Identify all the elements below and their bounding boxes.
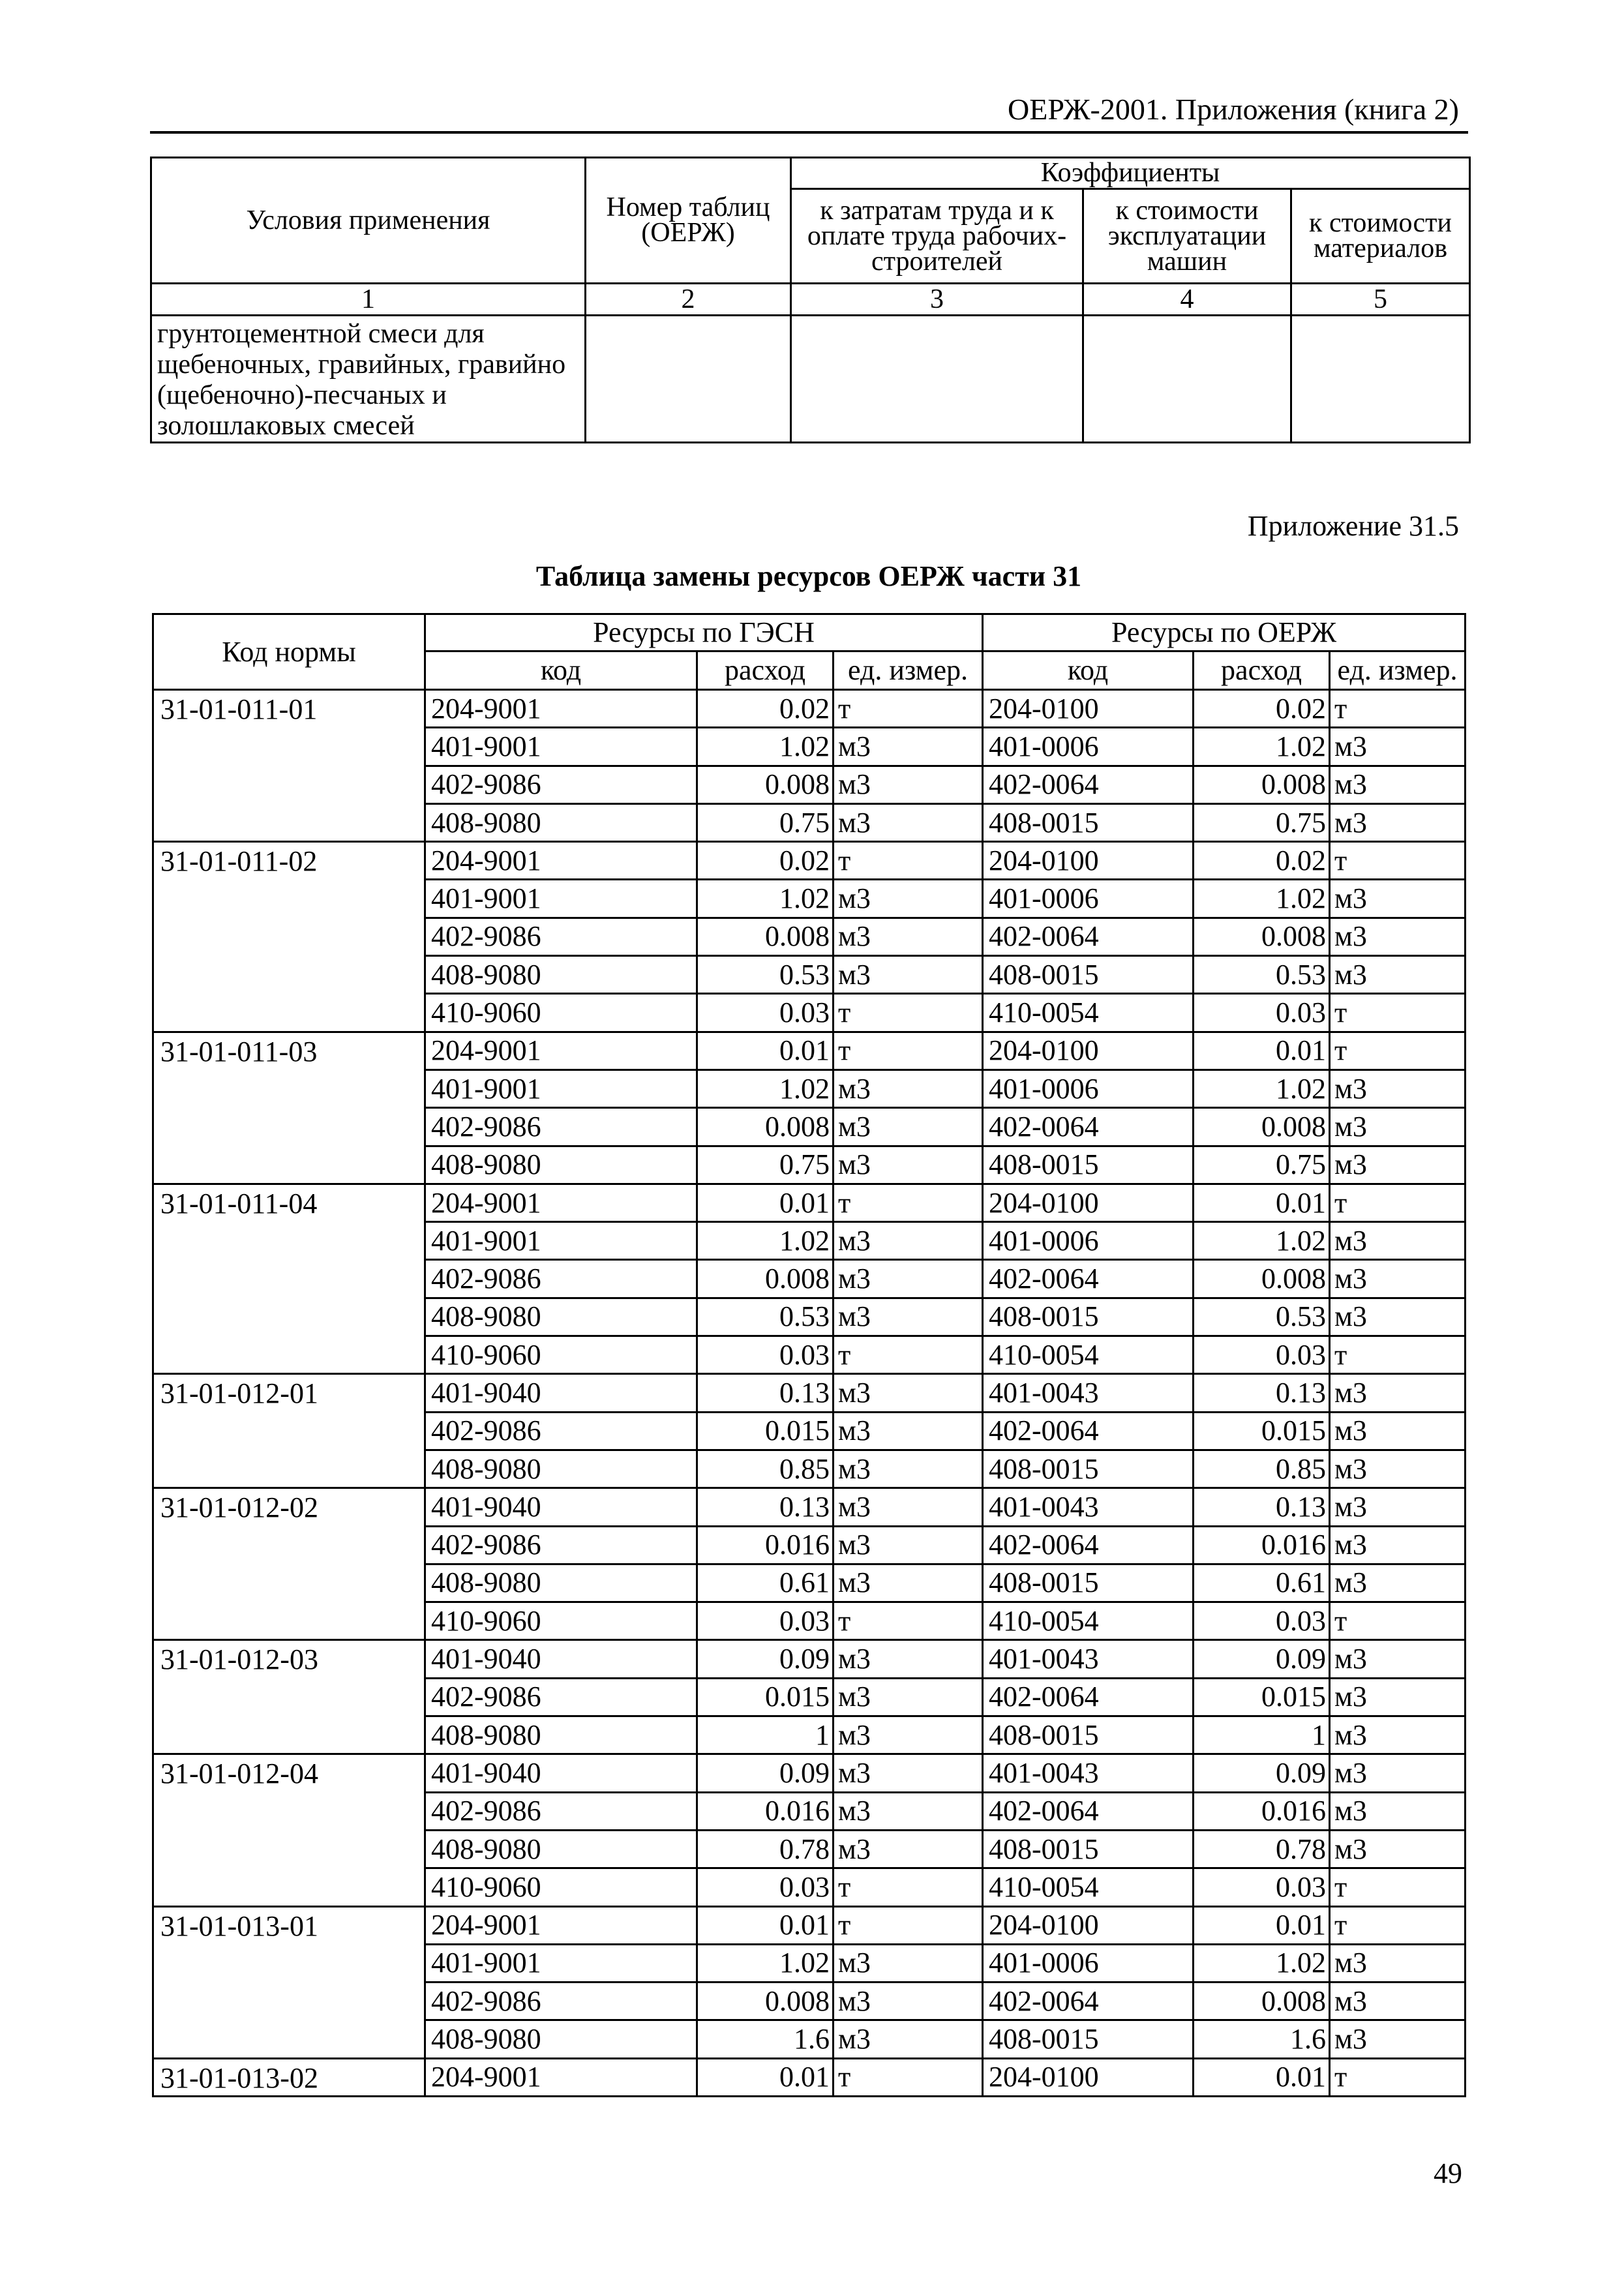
norm-code-cell: 31-01-011-02 bbox=[153, 842, 425, 1032]
oerzh-code-cell: 408-0015 bbox=[983, 1564, 1194, 1602]
gesn-unit-cell: м3 bbox=[834, 728, 983, 766]
gesn-code-cell: 410-9060 bbox=[425, 1868, 697, 1906]
oerzh-code-cell: 402-0064 bbox=[983, 766, 1194, 803]
gesn-qty-cell: 0.53 bbox=[697, 956, 834, 994]
gesn-qty-cell: 0.015 bbox=[697, 1678, 834, 1716]
gesn-code-cell: 408-9080 bbox=[425, 803, 697, 841]
header-gesn-qty: расход bbox=[697, 651, 834, 690]
gesn-unit-cell: т bbox=[834, 1032, 983, 1070]
gesn-unit-cell: м3 bbox=[834, 918, 983, 955]
gesn-qty-cell: 0.85 bbox=[697, 1450, 834, 1488]
gesn-unit-cell: м3 bbox=[834, 1374, 983, 1412]
gesn-code-cell: 402-9086 bbox=[425, 918, 697, 955]
oerzh-unit-cell: м3 bbox=[1330, 2020, 1466, 2058]
oerzh-qty-cell: 0.01 bbox=[1194, 1184, 1330, 1221]
oerzh-unit-cell: м3 bbox=[1330, 1222, 1466, 1260]
machines-coefficient-cell bbox=[1083, 316, 1291, 443]
resource-replacement-table bbox=[152, 613, 1466, 2097]
oerzh-qty-cell: 0.02 bbox=[1194, 690, 1330, 728]
oerzh-unit-cell: м3 bbox=[1330, 1982, 1466, 2020]
oerzh-code-cell: 401-0043 bbox=[983, 1488, 1194, 1526]
oerzh-code-cell: 410-0054 bbox=[983, 994, 1194, 1032]
gesn-code-cell: 204-9001 bbox=[425, 1906, 697, 1944]
gesn-unit-cell: т bbox=[834, 1868, 983, 1906]
table-row bbox=[153, 1184, 1466, 1221]
oerzh-qty-cell: 0.09 bbox=[1194, 1640, 1330, 1678]
oerzh-code-cell: 408-0015 bbox=[983, 1716, 1194, 1754]
table-row bbox=[153, 2058, 1466, 2096]
oerzh-unit-cell: м3 bbox=[1330, 1640, 1466, 1678]
column-number: 1 bbox=[151, 284, 586, 316]
gesn-qty-cell: 0.75 bbox=[697, 1146, 834, 1184]
gesn-qty-cell: 0.13 bbox=[697, 1374, 834, 1412]
oerzh-qty-cell: 0.13 bbox=[1194, 1488, 1330, 1526]
header-conditions: Условия применения bbox=[151, 158, 586, 284]
gesn-qty-cell: 1.02 bbox=[697, 728, 834, 766]
gesn-unit-cell: м3 bbox=[834, 1108, 983, 1146]
norm-code-cell: 31-01-012-01 bbox=[153, 1374, 425, 1488]
oerzh-code-cell: 401-0006 bbox=[983, 728, 1194, 766]
oerzh-code-cell: 402-0064 bbox=[983, 1526, 1194, 1564]
gesn-code-cell: 408-9080 bbox=[425, 1564, 697, 1602]
oerzh-qty-cell: 0.09 bbox=[1194, 1754, 1330, 1792]
gesn-unit-cell: м3 bbox=[834, 2020, 983, 2058]
oerzh-code-cell: 402-0064 bbox=[983, 1982, 1194, 2020]
gesn-qty-cell: 0.01 bbox=[697, 1032, 834, 1070]
oerzh-qty-cell: 0.016 bbox=[1194, 1792, 1330, 1830]
oerzh-unit-cell: т bbox=[1330, 2058, 1466, 2096]
header-gesn-unit: ед. измер. bbox=[834, 651, 983, 690]
oerzh-unit-cell: м3 bbox=[1330, 918, 1466, 955]
column-number: 3 bbox=[791, 284, 1083, 316]
oerzh-qty-cell: 0.61 bbox=[1194, 1564, 1330, 1602]
gesn-qty-cell: 0.61 bbox=[697, 1564, 834, 1602]
gesn-code-cell: 401-9001 bbox=[425, 1070, 697, 1107]
oerzh-code-cell: 401-0006 bbox=[983, 1222, 1194, 1260]
oerzh-unit-cell: м3 bbox=[1330, 1792, 1466, 1830]
oerzh-qty-cell: 0.03 bbox=[1194, 1602, 1330, 1640]
oerzh-unit-cell: м3 bbox=[1330, 1450, 1466, 1488]
oerzh-qty-cell: 0.02 bbox=[1194, 842, 1330, 880]
conditions-cell: грунтоцементной смеси для щебеночных, гравийных, гравийно (щебеночно)-песчаных и золошлаковых смесей bbox=[151, 316, 586, 443]
gesn-code-cell: 401-9001 bbox=[425, 1944, 697, 1982]
gesn-qty-cell: 1.02 bbox=[697, 1070, 834, 1107]
oerzh-code-cell: 204-0100 bbox=[983, 842, 1194, 880]
column-number: 2 bbox=[586, 284, 791, 316]
gesn-unit-cell: м3 bbox=[834, 1070, 983, 1107]
oerzh-unit-cell: м3 bbox=[1330, 1564, 1466, 1602]
gesn-qty-cell: 0.03 bbox=[697, 1868, 834, 1906]
appendix-label: Приложение 31.5 bbox=[1247, 510, 1459, 542]
gesn-code-cell: 402-9086 bbox=[425, 1108, 697, 1146]
gesn-qty-cell: 0.03 bbox=[697, 1602, 834, 1640]
gesn-qty-cell: 1.6 bbox=[697, 2020, 834, 2058]
gesn-qty-cell: 1.02 bbox=[697, 1944, 834, 1982]
oerzh-unit-cell: т bbox=[1330, 1868, 1466, 1906]
oerzh-qty-cell: 0.75 bbox=[1194, 1146, 1330, 1184]
oerzh-code-cell: 402-0064 bbox=[983, 1412, 1194, 1450]
norm-code-cell: 31-01-011-03 bbox=[153, 1032, 425, 1184]
oerzh-qty-cell: 1.02 bbox=[1194, 1944, 1330, 1982]
oerzh-unit-cell: м3 bbox=[1330, 1298, 1466, 1336]
oerzh-unit-cell: м3 bbox=[1330, 1260, 1466, 1298]
oerzh-qty-cell: 0.53 bbox=[1194, 956, 1330, 994]
column-number: 5 bbox=[1291, 284, 1470, 316]
gesn-qty-cell: 0.78 bbox=[697, 1830, 834, 1868]
gesn-code-cell: 402-9086 bbox=[425, 1792, 697, 1830]
gesn-unit-cell: м3 bbox=[834, 956, 983, 994]
gesn-code-cell: 402-9086 bbox=[425, 1260, 697, 1298]
gesn-unit-cell: м3 bbox=[834, 1222, 983, 1260]
norm-code-cell: 31-01-011-01 bbox=[153, 690, 425, 842]
oerzh-unit-cell: м3 bbox=[1330, 1716, 1466, 1754]
oerzh-qty-cell: 0.008 bbox=[1194, 1108, 1330, 1146]
header-rule bbox=[150, 131, 1468, 134]
oerzh-qty-cell: 0.008 bbox=[1194, 1982, 1330, 2020]
gesn-qty-cell: 1 bbox=[697, 1716, 834, 1754]
header-gesn-code: код bbox=[425, 651, 697, 690]
oerzh-unit-cell: м3 bbox=[1330, 1754, 1466, 1792]
oerzh-unit-cell: м3 bbox=[1330, 1830, 1466, 1868]
oerzh-unit-cell: т bbox=[1330, 690, 1466, 728]
table-row bbox=[153, 690, 1466, 728]
norm-code-cell: 31-01-013-01 bbox=[153, 1906, 425, 2058]
oerzh-qty-cell: 0.75 bbox=[1194, 803, 1330, 841]
gesn-qty-cell: 1.02 bbox=[697, 1222, 834, 1260]
oerzh-qty-cell: 0.008 bbox=[1194, 918, 1330, 955]
header-machines-coefficient: к стоимости эксплуатации машин bbox=[1083, 189, 1291, 284]
oerzh-code-cell: 401-0043 bbox=[983, 1640, 1194, 1678]
gesn-code-cell: 408-9080 bbox=[425, 1146, 697, 1184]
gesn-code-cell: 401-9001 bbox=[425, 880, 697, 918]
oerzh-qty-cell: 0.85 bbox=[1194, 1450, 1330, 1488]
gesn-qty-cell: 0.09 bbox=[697, 1754, 834, 1792]
norm-code-cell: 31-01-012-02 bbox=[153, 1488, 425, 1640]
gesn-code-cell: 401-9040 bbox=[425, 1640, 697, 1678]
oerzh-unit-cell: т bbox=[1330, 1184, 1466, 1221]
oerzh-qty-cell: 0.008 bbox=[1194, 1260, 1330, 1298]
gesn-unit-cell: м3 bbox=[834, 1488, 983, 1526]
oerzh-qty-cell: 1 bbox=[1194, 1716, 1330, 1754]
gesn-code-cell: 204-9001 bbox=[425, 1184, 697, 1221]
norm-code-cell: 31-01-011-04 bbox=[153, 1184, 425, 1373]
gesn-code-cell: 401-9001 bbox=[425, 1222, 697, 1260]
replacement-table-body bbox=[153, 690, 1466, 2097]
gesn-unit-cell: т bbox=[834, 690, 983, 728]
oerzh-qty-cell: 0.01 bbox=[1194, 2058, 1330, 2096]
gesn-qty-cell: 0.015 bbox=[697, 1412, 834, 1450]
oerzh-qty-cell: 1.6 bbox=[1194, 2020, 1330, 2058]
gesn-qty-cell: 0.008 bbox=[697, 918, 834, 955]
oerzh-code-cell: 408-0015 bbox=[983, 2020, 1194, 2058]
header-table-number: Номер таблиц (ОЕРЖ) bbox=[586, 158, 791, 284]
gesn-code-cell: 410-9060 bbox=[425, 1602, 697, 1640]
gesn-code-cell: 408-9080 bbox=[425, 1450, 697, 1488]
header-coefficients-group: Коэффициенты bbox=[791, 158, 1470, 189]
oerzh-unit-cell: т bbox=[1330, 842, 1466, 880]
oerzh-code-cell: 410-0054 bbox=[983, 1336, 1194, 1374]
gesn-code-cell: 410-9060 bbox=[425, 1336, 697, 1374]
gesn-unit-cell: м3 bbox=[834, 1754, 983, 1792]
oerzh-qty-cell: 0.53 bbox=[1194, 1298, 1330, 1336]
gesn-unit-cell: м3 bbox=[834, 766, 983, 803]
oerzh-unit-cell: м3 bbox=[1330, 1412, 1466, 1450]
table-row bbox=[153, 842, 1466, 880]
gesn-qty-cell: 1.02 bbox=[697, 880, 834, 918]
oerzh-unit-cell: т bbox=[1330, 1336, 1466, 1374]
gesn-code-cell: 402-9086 bbox=[425, 1982, 697, 2020]
gesn-unit-cell: м3 bbox=[834, 1450, 983, 1488]
oerzh-code-cell: 401-0006 bbox=[983, 1070, 1194, 1107]
oerzh-code-cell: 401-0043 bbox=[983, 1754, 1194, 1792]
gesn-code-cell: 204-9001 bbox=[425, 842, 697, 880]
gesn-unit-cell: м3 bbox=[834, 1260, 983, 1298]
oerzh-code-cell: 402-0064 bbox=[983, 1678, 1194, 1716]
table-row bbox=[151, 316, 1470, 443]
gesn-qty-cell: 0.016 bbox=[697, 1526, 834, 1564]
gesn-unit-cell: м3 bbox=[834, 1944, 983, 1982]
oerzh-code-cell: 402-0064 bbox=[983, 1108, 1194, 1146]
oerzh-unit-cell: м3 bbox=[1330, 1526, 1466, 1564]
header-labor-coefficient: к затратам труда и к оплате труда рабочих-строителей bbox=[791, 189, 1083, 284]
oerzh-unit-cell: м3 bbox=[1330, 1678, 1466, 1716]
coefficients-table bbox=[150, 157, 1471, 443]
header-oerzh-code: код bbox=[983, 651, 1194, 690]
gesn-qty-cell: 0.02 bbox=[697, 842, 834, 880]
oerzh-code-cell: 410-0054 bbox=[983, 1868, 1194, 1906]
oerzh-qty-cell: 0.008 bbox=[1194, 766, 1330, 803]
oerzh-unit-cell: т bbox=[1330, 1032, 1466, 1070]
table-row bbox=[153, 1032, 1466, 1070]
gesn-unit-cell: т bbox=[834, 1602, 983, 1640]
page-number: 49 bbox=[1434, 2157, 1462, 2189]
header-gesn-resources: Ресурсы по ГЭСН bbox=[425, 614, 983, 651]
gesn-unit-cell: т bbox=[834, 1336, 983, 1374]
gesn-code-cell: 408-9080 bbox=[425, 1298, 697, 1336]
gesn-code-cell: 408-9080 bbox=[425, 956, 697, 994]
oerzh-qty-cell: 1.02 bbox=[1194, 728, 1330, 766]
oerzh-code-cell: 401-0006 bbox=[983, 880, 1194, 918]
gesn-unit-cell: т bbox=[834, 1184, 983, 1221]
oerzh-code-cell: 408-0015 bbox=[983, 803, 1194, 841]
oerzh-unit-cell: м3 bbox=[1330, 1944, 1466, 1982]
oerzh-unit-cell: м3 bbox=[1330, 1108, 1466, 1146]
gesn-qty-cell: 0.01 bbox=[697, 1906, 834, 1944]
oerzh-code-cell: 402-0064 bbox=[983, 918, 1194, 955]
gesn-code-cell: 204-9001 bbox=[425, 2058, 697, 2096]
gesn-code-cell: 408-9080 bbox=[425, 1830, 697, 1868]
header-oerzh-unit: ед. измер. bbox=[1330, 651, 1466, 690]
oerzh-qty-cell: 0.03 bbox=[1194, 1868, 1330, 1906]
header-norm-code: Код нормы bbox=[153, 614, 425, 690]
gesn-unit-cell: м3 bbox=[834, 1640, 983, 1678]
oerzh-code-cell: 204-0100 bbox=[983, 1184, 1194, 1221]
gesn-qty-cell: 0.008 bbox=[697, 1108, 834, 1146]
oerzh-code-cell: 410-0054 bbox=[983, 1602, 1194, 1640]
oerzh-qty-cell: 0.03 bbox=[1194, 1336, 1330, 1374]
oerzh-unit-cell: м3 bbox=[1330, 1374, 1466, 1412]
gesn-code-cell: 408-9080 bbox=[425, 2020, 697, 2058]
oerzh-unit-cell: м3 bbox=[1330, 1146, 1466, 1184]
oerzh-unit-cell: м3 bbox=[1330, 803, 1466, 841]
gesn-unit-cell: м3 bbox=[834, 1412, 983, 1450]
oerzh-qty-cell: 1.02 bbox=[1194, 1222, 1330, 1260]
oerzh-qty-cell: 0.015 bbox=[1194, 1412, 1330, 1450]
gesn-unit-cell: м3 bbox=[834, 1678, 983, 1716]
oerzh-qty-cell: 0.01 bbox=[1194, 1906, 1330, 1944]
table-row bbox=[153, 1754, 1466, 1792]
table-row bbox=[153, 1488, 1466, 1526]
gesn-unit-cell: м3 bbox=[834, 803, 983, 841]
gesn-code-cell: 402-9086 bbox=[425, 1412, 697, 1450]
gesn-unit-cell: т bbox=[834, 2058, 983, 2096]
gesn-unit-cell: м3 bbox=[834, 1982, 983, 2020]
oerzh-unit-cell: м3 bbox=[1330, 1070, 1466, 1107]
table-row bbox=[153, 1374, 1466, 1412]
gesn-qty-cell: 0.13 bbox=[697, 1488, 834, 1526]
gesn-qty-cell: 0.01 bbox=[697, 1184, 834, 1221]
gesn-code-cell: 401-9040 bbox=[425, 1754, 697, 1792]
gesn-code-cell: 401-9001 bbox=[425, 728, 697, 766]
gesn-code-cell: 204-9001 bbox=[425, 690, 697, 728]
oerzh-qty-cell: 1.02 bbox=[1194, 1070, 1330, 1107]
norm-code-cell: 31-01-012-04 bbox=[153, 1754, 425, 1906]
oerzh-code-cell: 204-0100 bbox=[983, 1032, 1194, 1070]
table-title: Таблица замены ресурсов ОЕРЖ части 31 bbox=[535, 560, 1082, 592]
gesn-code-cell: 204-9001 bbox=[425, 1032, 697, 1070]
gesn-qty-cell: 0.008 bbox=[697, 1260, 834, 1298]
gesn-unit-cell: м3 bbox=[834, 1146, 983, 1184]
gesn-qty-cell: 0.016 bbox=[697, 1792, 834, 1830]
table-row bbox=[153, 1906, 1466, 1944]
gesn-code-cell: 402-9086 bbox=[425, 766, 697, 803]
oerzh-code-cell: 401-0043 bbox=[983, 1374, 1194, 1412]
table-row bbox=[153, 1640, 1466, 1678]
header-oerzh-resources: Ресурсы по ОЕРЖ bbox=[983, 614, 1466, 651]
gesn-code-cell: 402-9086 bbox=[425, 1526, 697, 1564]
gesn-qty-cell: 0.02 bbox=[697, 690, 834, 728]
running-header-title: ОЕРЖ-2001. Приложения (книга 2) bbox=[1008, 93, 1459, 126]
oerzh-unit-cell: м3 bbox=[1330, 766, 1466, 803]
gesn-unit-cell: т bbox=[834, 994, 983, 1032]
gesn-qty-cell: 0.53 bbox=[697, 1298, 834, 1336]
gesn-unit-cell: м3 bbox=[834, 1298, 983, 1336]
oerzh-qty-cell: 0.13 bbox=[1194, 1374, 1330, 1412]
gesn-qty-cell: 0.008 bbox=[697, 1982, 834, 2020]
oerzh-unit-cell: т bbox=[1330, 1602, 1466, 1640]
oerzh-qty-cell: 0.78 bbox=[1194, 1830, 1330, 1868]
oerzh-code-cell: 204-0100 bbox=[983, 1906, 1194, 1944]
oerzh-code-cell: 408-0015 bbox=[983, 1830, 1194, 1868]
gesn-unit-cell: м3 bbox=[834, 1526, 983, 1564]
oerzh-code-cell: 204-0100 bbox=[983, 690, 1194, 728]
oerzh-code-cell: 408-0015 bbox=[983, 1298, 1194, 1336]
gesn-unit-cell: м3 bbox=[834, 1564, 983, 1602]
oerzh-qty-cell: 0.01 bbox=[1194, 1032, 1330, 1070]
oerzh-unit-cell: м3 bbox=[1330, 956, 1466, 994]
oerzh-code-cell: 408-0015 bbox=[983, 956, 1194, 994]
oerzh-unit-cell: м3 bbox=[1330, 1488, 1466, 1526]
oerzh-unit-cell: м3 bbox=[1330, 880, 1466, 918]
oerzh-unit-cell: т bbox=[1330, 1906, 1466, 1944]
gesn-unit-cell: м3 bbox=[834, 880, 983, 918]
oerzh-code-cell: 402-0064 bbox=[983, 1792, 1194, 1830]
oerzh-qty-cell: 0.03 bbox=[1194, 994, 1330, 1032]
oerzh-qty-cell: 0.016 bbox=[1194, 1526, 1330, 1564]
norm-code-cell: 31-01-012-03 bbox=[153, 1640, 425, 1754]
labor-coefficient-cell bbox=[791, 316, 1083, 443]
oerzh-code-cell: 408-0015 bbox=[983, 1450, 1194, 1488]
column-number: 4 bbox=[1083, 284, 1291, 316]
gesn-unit-cell: м3 bbox=[834, 1792, 983, 1830]
gesn-qty-cell: 0.03 bbox=[697, 1336, 834, 1374]
gesn-code-cell: 401-9040 bbox=[425, 1374, 697, 1412]
oerzh-code-cell: 402-0064 bbox=[983, 1260, 1194, 1298]
header-oerzh-qty: расход bbox=[1194, 651, 1330, 690]
gesn-unit-cell: т bbox=[834, 842, 983, 880]
gesn-unit-cell: т bbox=[834, 1906, 983, 1944]
table-number-cell bbox=[586, 316, 791, 443]
header-materials-coefficient: к стоимости материалов bbox=[1291, 189, 1470, 284]
gesn-qty-cell: 0.01 bbox=[697, 2058, 834, 2096]
oerzh-qty-cell: 0.015 bbox=[1194, 1678, 1330, 1716]
gesn-qty-cell: 0.09 bbox=[697, 1640, 834, 1678]
oerzh-unit-cell: т bbox=[1330, 994, 1466, 1032]
oerzh-code-cell: 408-0015 bbox=[983, 1146, 1194, 1184]
gesn-code-cell: 408-9080 bbox=[425, 1716, 697, 1754]
gesn-qty-cell: 0.75 bbox=[697, 803, 834, 841]
oerzh-unit-cell: м3 bbox=[1330, 728, 1466, 766]
oerzh-code-cell: 204-0100 bbox=[983, 2058, 1194, 2096]
norm-code-cell: 31-01-013-02 bbox=[153, 2058, 425, 2096]
oerzh-code-cell: 401-0006 bbox=[983, 1944, 1194, 1982]
gesn-code-cell: 410-9060 bbox=[425, 994, 697, 1032]
materials-coefficient-cell bbox=[1291, 316, 1470, 443]
gesn-code-cell: 401-9040 bbox=[425, 1488, 697, 1526]
oerzh-qty-cell: 1.02 bbox=[1194, 880, 1330, 918]
gesn-qty-cell: 0.03 bbox=[697, 994, 834, 1032]
gesn-qty-cell: 0.008 bbox=[697, 766, 834, 803]
gesn-code-cell: 402-9086 bbox=[425, 1678, 697, 1716]
gesn-unit-cell: м3 bbox=[834, 1716, 983, 1754]
gesn-unit-cell: м3 bbox=[834, 1830, 983, 1868]
